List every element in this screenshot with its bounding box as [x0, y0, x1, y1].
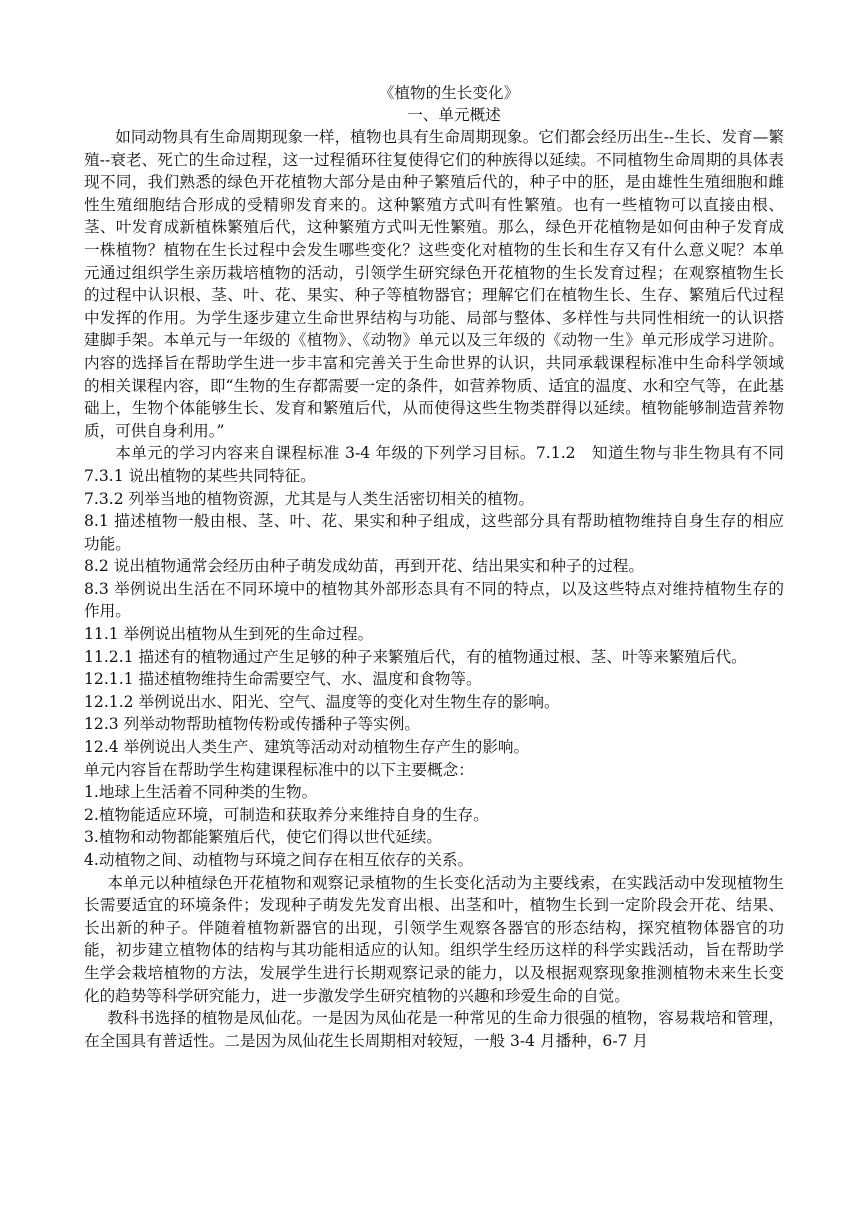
document-body: [84, 82, 784, 1052]
document-title: 《植物的生长变化》: [378, 84, 520, 102]
objective-item: 8.3 举例说出生活在不同环境中的植物其外部形态具有不同的特点，以及这些特点对维持植物生存的作用。: [84, 579, 784, 621]
concept-item: 1.地球上生活着不同种类的生物。: [84, 783, 318, 802]
objective-item: 7.3.2 列举当地的植物资源，尤其是与人类生活密切相关的植物。: [84, 489, 535, 508]
objective-item: 11.2.1 描述有的植物通过产生足够的种子来繁殖后代，有的植物通过根、茎、叶等来繁殖后代。: [84, 647, 747, 666]
objective-item: 12.3 列举动物帮助植物传粉或传播种子等实例。: [84, 715, 420, 734]
overview-paragraph: 如同动物具有生命周期现象一样，植物也具有生命周期现象。它们都会经历出生--生长、发育—繁殖--衰老、死亡的生命过程，这一过程循环往复使得它们的种族得以延续。不同植物生命周期的具体表现不同，我们熟悉的绿色开花植物大部分是由种子繁殖后代的，种子中的胚，是由雄性生殖细胞和雌性生殖细胞结合形成的受精卵发育来的。这种繁殖方式叫有性繁殖。也有一些植物可以直接由根、茎、叶发育成新植株繁殖后代，这种繁殖方式叫无性繁殖。那么，绿色开花植物是如何由种子发育成一株植物？植物在生长过程中会发生哪些变化？这些变化对植物的生长和生存又有什么意义呢？本单元通过组织学生亲历栽培植物的活动，引领学生研究绿色开花植物的生长发育过程；在观察植物生长的过程中认识根、茎、叶、花、果实、种子等植物器官；理解它们在植物生长、生存、繁殖后代过程中发挥的作用。为学生逐步建立生命世界结构与功能、局部与整体、多样性与共同性相统一的认识搭建脚手架。本单元与一年级的《植物》、《动物》单元以及三年级的《动物一生》单元形成学习进阶。内容的选择旨在帮助学生进一步丰富和完善关于生命世界的认识，共同承载课程标准中生命科学领域的相关课程内容，即“生物的生存都需要一定的条件，如营养物质、适宜的温度、水和空气等，在此基础上，生物个体能够生长、发育和繁殖后代，从而使得这些生物类群得以延续。植物能够制造营养物质，可供自身利用。”: [84, 128, 784, 440]
concept-item: 4.动植物之间、动植物与环境之间存在相互依存的关系。: [84, 851, 474, 869]
objective-item: 11.1 举例说出植物从生到死的生命过程。: [84, 625, 374, 644]
concepts-intro: 单元内容旨在帮助学生构建课程标准中的以下主要概念：: [84, 760, 474, 779]
objective-item: 8.2 说出植物通常会经历由种子萌发成幼苗，再到开花、结出果实和种子的过程。: [84, 557, 644, 576]
concept-item: 3.植物和动物都能繁殖后代，使它们得以世代延续。: [84, 828, 442, 847]
objective-item: 12.4 举例说出人类生产、建筑等活动对动植物生存产生的影响。: [84, 738, 530, 757]
activity-paragraph: 本单元以种植绿色开花植物和观察记录植物的生长变化活动为主要线索，在实践活动中发现植物生长需要适宜的环境条件；发现种子萌发先发育出根、出茎和叶，植物生长到一定阶段会开花、结果、长出新的种子。伴随着植物新器官的出现，引领学生观察各器官的形态结构，探究植物体器官的功能，初步建立植物体的结构与其功能相适应的认知。组织学生经历这样的科学实践活动，旨在帮助学生学会栽培植物的方法，发展学生进行长期观察记录的能力，以及根据观察现象推测植物未来生长变化的趋势等科学研究能力，进一步激发学生研究植物的兴趣和珍爱生命的自觉。: [84, 873, 784, 1005]
concept-item: 2.植物能适应环境，可制造和获取养分来维持自身的生存。: [84, 805, 489, 824]
objective-item: 12.1.2 举例说出水、阳光、空气、温度等的变化对生物生存的影响。: [84, 692, 560, 711]
standards-paragraph: 本单元的学习内容来自课程标准 3-4 年级的下列学习目标。7.1.2 知道生物与非生物具有不同 7.3.1 说出植物的某些共同特征。: [84, 444, 784, 485]
objective-item: 8.1 描述植物一般由根、茎、叶、花、果实和种子组成，这些部分具有帮助植物维持自身生存的相应功能。: [84, 512, 784, 553]
objective-item: 12.1.1 描述植物维持生命需要空气、水、温度和食物等。: [84, 670, 482, 689]
textbook-plant-paragraph: 教科书选择的植物是凤仙花。一是因为凤仙花是一种常见的生命力很强的植物，容易栽培和管理，在全国具有普适性。二是因为凤仙花生长周期相对较短，一般 3-4 月播种，6-7 月: [84, 1009, 784, 1050]
section-heading: 一、单元概述: [407, 106, 501, 124]
